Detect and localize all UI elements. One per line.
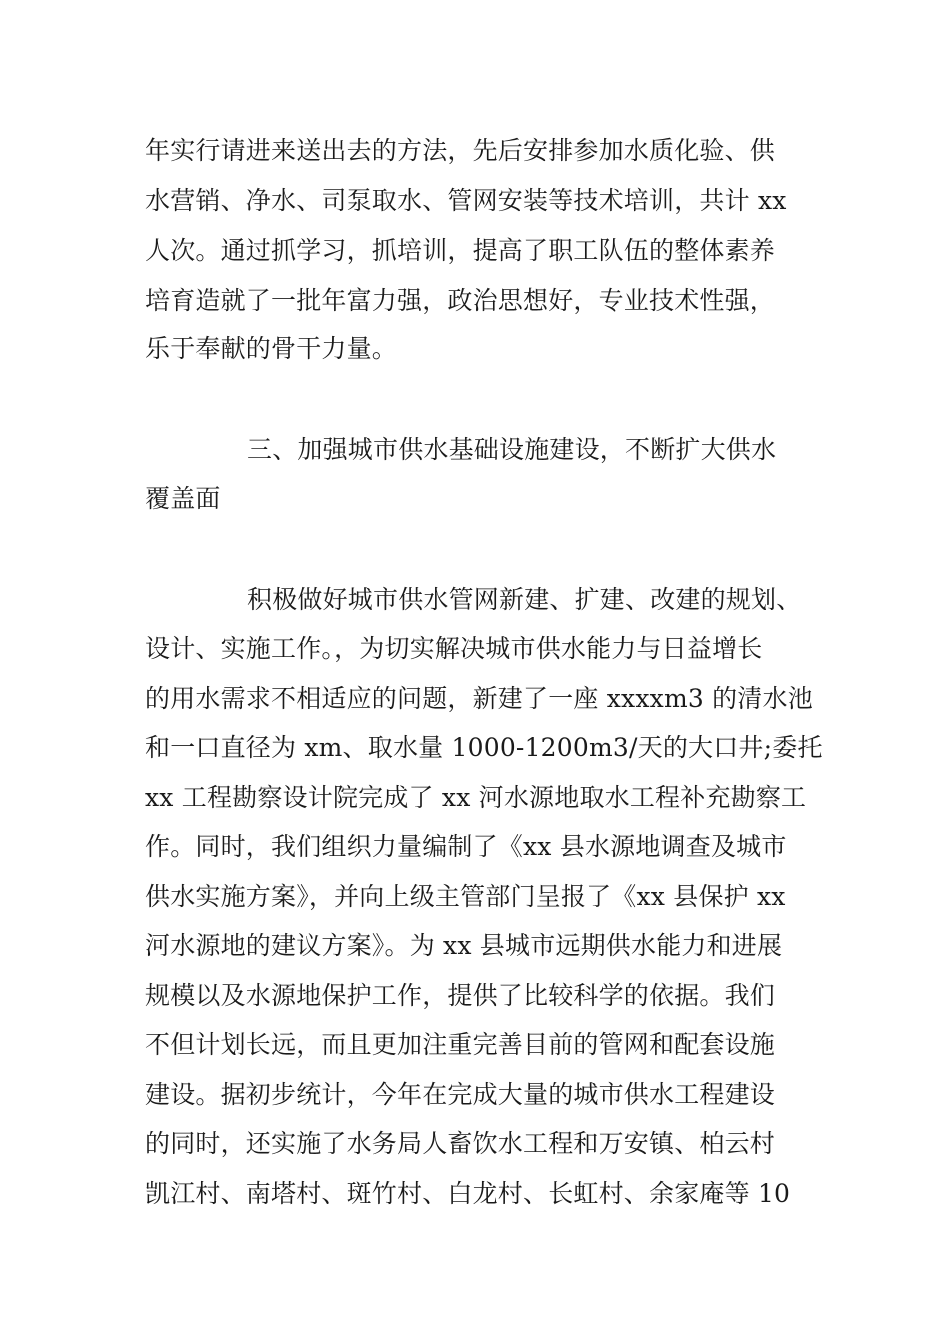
paragraph-2-line-1: 积极做好城市供水管网新建、扩建、改建的规划、 bbox=[247, 585, 802, 614]
paragraph-1-line-5: 乐于奉献的骨干力量。 bbox=[145, 334, 398, 363]
paragraph-2-line-2: 设计、实施工作。，为切实解决城市供水能力与日益增长 bbox=[145, 634, 763, 663]
paragraph-2-line-3: 的用水需求不相适应的问题，新建了一座 xxxxm3 的清水池 bbox=[145, 684, 813, 713]
section-heading-line-1: 三、加强城市供水基础设施建设，不断扩大供水 bbox=[247, 435, 777, 464]
paragraph-2-line-7: 供水实施方案》，并向上级主管部门呈报了《xx 县保护 xx bbox=[145, 882, 786, 911]
section-heading-line-2: 覆盖面 bbox=[145, 484, 221, 513]
paragraph-2-line-12: 的同时，还实施了水务局人畜饮水工程和万安镇、柏云村 bbox=[145, 1129, 776, 1158]
paragraph-2-line-4: 和一口直径为 xm、取水量 1000-1200m3/天的大口井;委托 bbox=[145, 733, 823, 762]
paragraph-2-line-10: 不但计划长远，而且更加注重完善目前的管网和配套设施 bbox=[145, 1030, 776, 1059]
paragraph-2-line-9: 规模以及水源地保护工作，提供了比较科学的依据。我们 bbox=[145, 981, 776, 1010]
paragraph-2-line-8: 河水源地的建议方案》。为 xx 县城市远期供水能力和进展 bbox=[145, 931, 783, 960]
paragraph-1-line-3: 人次。通过抓学习，抓培训，提高了职工队伍的整体素养 bbox=[145, 236, 776, 265]
paragraph-1-line-4: 培育造就了一批年富力强，政治思想好，专业技术性强， bbox=[145, 286, 776, 315]
paragraph-2-line-6: 作。同时，我们组织力量编制了《xx 县水源地调查及城市 bbox=[145, 832, 787, 861]
paragraph-1-line-2: 水营销、净水、司泵取水、管网安装等技术培训，共计 xx bbox=[145, 186, 787, 215]
paragraph-2-line-5: xx 工程勘察设计院完成了 xx 河水源地取水工程补充勘察工 bbox=[145, 783, 807, 812]
paragraph-1-line-1: 年实行请进来送出去的方法，先后安排参加水质化验、供 bbox=[145, 136, 776, 165]
paragraph-2-line-11: 建设。据初步统计，今年在完成大量的城市供水工程建设 bbox=[145, 1080, 776, 1109]
paragraph-2-line-13: 凯江村、南塔村、斑竹村、白龙村、长虹村、余家庵等 10 bbox=[145, 1179, 791, 1208]
